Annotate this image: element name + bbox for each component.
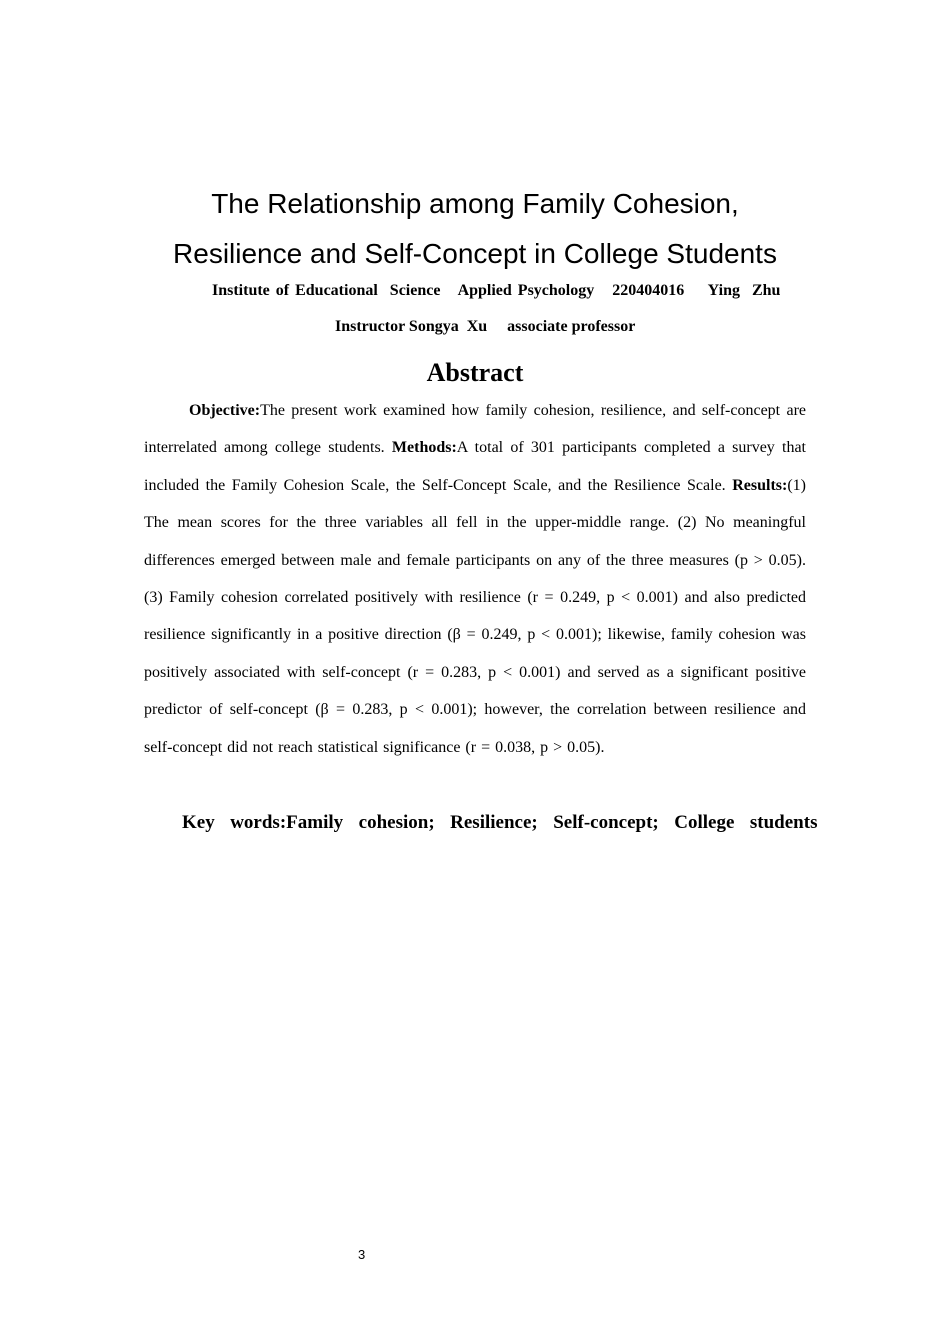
- abstract-body: [144, 392, 806, 766]
- methods-text: A total of 301 participants completed a survey that included the Family Cohesion Scale, the Self-Concept Scale, and the Resilience Scale.: [144, 439, 807, 494]
- paper-title-line-2: Resilience and Self-Concept in College Students: [173, 238, 777, 269]
- paper-title-line-1: The Relationship among Family Cohesion,: [211, 188, 739, 219]
- keywords-line: Key words:Family cohesion; Resilience; Self-concept; College students: [182, 812, 818, 833]
- objective-text: The present work examined how family cohesion, resilience, and self-concept are interrelated among college students.: [144, 402, 806, 457]
- objective-label: Objective:: [189, 402, 261, 419]
- results-text: (1) The mean scores for the three variables all fell in the upper-middle range. (2) No meaningful differences emerged between male and female participants on any of the three measures (p > 0.05). (3) Family cohesion correlated positively with resilience (r = 0.249, p < 0.001) and also predicted resilience significantly in a positive direction (β = 0.249, p < 0.001); likewise, family cohesion was positively associated with self-concept (r = 0.283, p < 0.001) and served as a significant positive predictor of self-concept (β = 0.283, p < 0.001); however, the correlation between resilience and self-concept did not reach statistical significance (r = 0.038, p > 0.05).: [144, 476, 806, 756]
- methods-label: Methods:: [391, 439, 457, 457]
- page-number: 3: [358, 1247, 366, 1262]
- instructor-line: Instructor Songya Xu associate professor: [335, 318, 636, 335]
- results-label: Results:: [732, 476, 788, 494]
- abstract-heading: Abstract: [426, 358, 524, 387]
- author-affiliation-line: Institute of Educational Science Applied Psychology 220404016 Ying Zhu: [212, 282, 781, 299]
